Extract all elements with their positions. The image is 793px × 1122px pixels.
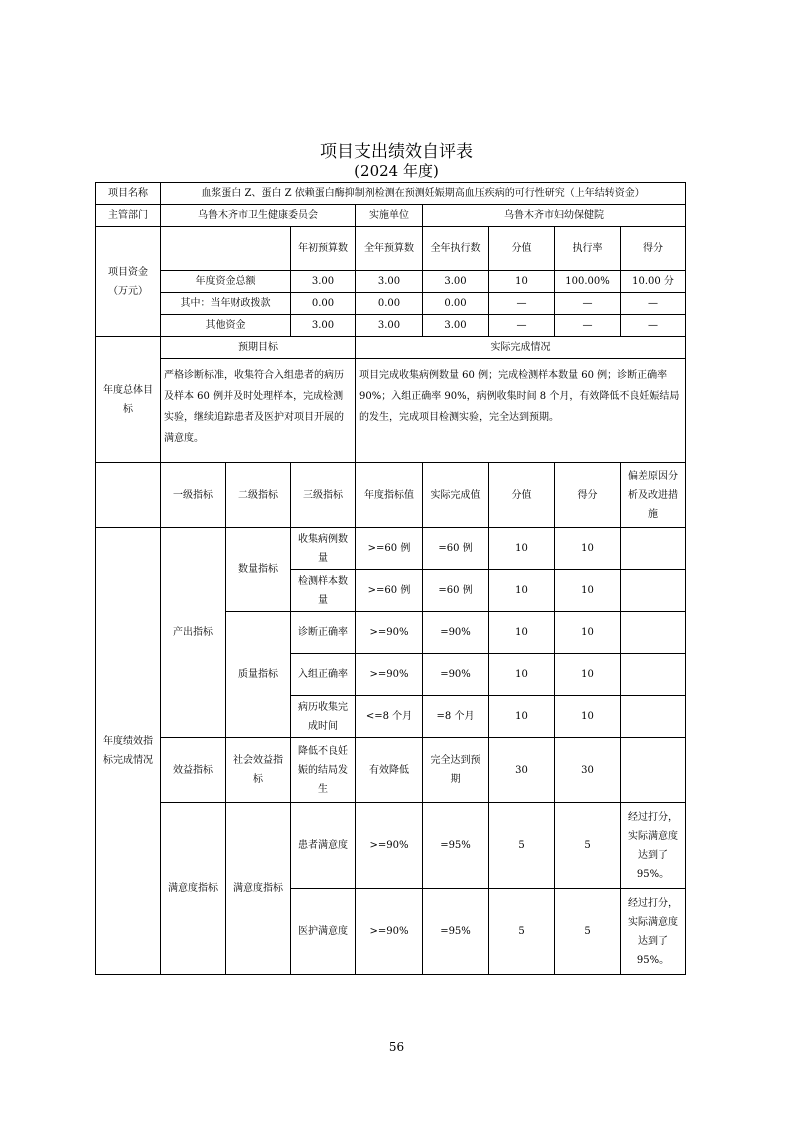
got-value: 10: [555, 612, 621, 654]
target-value: >=90%: [356, 803, 423, 889]
level3-indicator: 检测样本数量: [291, 570, 356, 612]
funds-cell: —: [621, 315, 686, 337]
note-value: [621, 528, 686, 570]
level2-quality: 质量指标: [226, 612, 291, 738]
got-value: 10: [555, 570, 621, 612]
unit-label: 实施单位: [356, 205, 423, 227]
actual-value: =60 例: [423, 570, 489, 612]
funds-header: 年初预算数: [291, 227, 356, 271]
note-value: [621, 654, 686, 696]
actual-value: =90%: [423, 654, 489, 696]
page-number: 56: [388, 1040, 405, 1054]
indicator-header: 年度指标值: [356, 463, 423, 528]
indicators-label: 年度绩效指标完成情况: [96, 528, 161, 975]
funds-cell: —: [621, 293, 686, 315]
target-value: >=90%: [356, 612, 423, 654]
dept-label: 主管部门: [96, 205, 161, 227]
unit-value: 乌鲁木齐市妇幼保健院: [423, 205, 686, 227]
level2-quantity: 数量指标: [226, 528, 291, 612]
funds-cell: —: [555, 293, 621, 315]
funds-cell: —: [489, 315, 555, 337]
funds-cell: 0.00: [356, 293, 423, 315]
level3-indicator: 病历收集完成时间: [291, 696, 356, 738]
funds-header: 得分: [621, 227, 686, 271]
target-value: 有效降低: [356, 738, 423, 803]
funds-header: 全年执行数: [423, 227, 489, 271]
funds-cell: —: [489, 293, 555, 315]
project-name-label: 项目名称: [96, 183, 161, 205]
level3-indicator: 诊断正确率: [291, 612, 356, 654]
level2-social: 社会效益指标: [226, 738, 291, 803]
funds-row-name: 其他资金: [161, 315, 291, 337]
funds-header: 全年预算数: [356, 227, 423, 271]
score-value: 10: [489, 654, 555, 696]
funds-row-name: 其中：当年财政拨款: [161, 293, 291, 315]
funds-header-blank: [161, 227, 291, 271]
funds-cell: 10: [489, 271, 555, 293]
level3-indicator: 患者满意度: [291, 803, 356, 889]
got-value: 10: [555, 654, 621, 696]
level2-satisfaction: 满意度指标: [226, 803, 291, 975]
score-value: 10: [489, 570, 555, 612]
funds-row-name: 年度资金总额: [161, 271, 291, 293]
actual-value: =90%: [423, 612, 489, 654]
performance-table: [95, 182, 686, 975]
level1-satisfaction: 满意度指标: [161, 803, 226, 975]
indicator-header: 一级指标: [161, 463, 226, 528]
level1-output: 产出指标: [161, 528, 226, 738]
indicator-header: 偏差原因分析及改进措施: [621, 463, 686, 528]
level3-indicator: 入组正确率: [291, 654, 356, 696]
funds-header: 分值: [489, 227, 555, 271]
level3-indicator: 医护满意度: [291, 889, 356, 975]
target-value: >=60 例: [356, 528, 423, 570]
got-value: 10: [555, 528, 621, 570]
got-value: 5: [555, 889, 621, 975]
expected-text: 严格诊断标准，收集符合入组患者的病历及样本 60 例并及时处理样本，完成检测实验，继续追踪患者及医护对项目开展的满意度。: [161, 359, 356, 463]
goals-label: 年度总体目标: [96, 337, 161, 463]
score-value: 10: [489, 528, 555, 570]
actual-header: 实际完成情况: [356, 337, 686, 359]
indicator-header: 二级指标: [226, 463, 291, 528]
target-value: <=8 个月: [356, 696, 423, 738]
actual-value: =8 个月: [423, 696, 489, 738]
funds-cell: 10.00 分: [621, 271, 686, 293]
actual-value: =95%: [423, 803, 489, 889]
actual-value: =60 例: [423, 528, 489, 570]
got-value: 5: [555, 803, 621, 889]
funds-cell: 3.00: [291, 271, 356, 293]
expected-header: 预期目标: [161, 337, 356, 359]
score-value: 5: [489, 803, 555, 889]
indicator-header: 实际完成值: [423, 463, 489, 528]
funds-cell: —: [555, 315, 621, 337]
funds-cell: 0.00: [291, 293, 356, 315]
funds-cell: 3.00: [423, 315, 489, 337]
actual-text: 项目完成收集病例数量 60 例；完成检测样本数量 60 例；诊断正确率 90%；入组正确率 90%，病例收集时间 8 个月，有效降低不良妊娠结局的发生，完成项目检测实验，完全达到预期。: [356, 359, 686, 463]
level3-indicator: 降低不良妊娠的结局发生: [291, 738, 356, 803]
page-subtitle: (2024 年度): [354, 162, 439, 180]
indicator-header: 三级指标: [291, 463, 356, 528]
funds-label: 项目资金（万元）: [96, 227, 161, 337]
score-value: 5: [489, 889, 555, 975]
note-value: [621, 612, 686, 654]
target-value: >=90%: [356, 889, 423, 975]
funds-cell: 3.00: [291, 315, 356, 337]
dept-value: 乌鲁木齐市卫生健康委员会: [161, 205, 356, 227]
got-value: 10: [555, 696, 621, 738]
level1-benefit: 效益指标: [161, 738, 226, 803]
project-name-value: 血浆蛋白 Z、蛋白 Z 依赖蛋白酶抑制剂检测在预测妊娠期高血压疾病的可行性研究（上年结转资金）: [161, 183, 686, 205]
note-value: [621, 738, 686, 803]
level3-indicator: 收集病例数量: [291, 528, 356, 570]
indicator-header: 分值: [489, 463, 555, 528]
note-value: 经过打分，实际满意度达到了 95%。: [621, 889, 686, 975]
funds-header: 执行率: [555, 227, 621, 271]
target-value: >=60 例: [356, 570, 423, 612]
target-value: >=90%: [356, 654, 423, 696]
note-value: [621, 570, 686, 612]
got-value: 30: [555, 738, 621, 803]
funds-cell: 0.00: [423, 293, 489, 315]
funds-cell: 100.00%: [555, 271, 621, 293]
actual-value: =95%: [423, 889, 489, 975]
note-value: 经过打分，实际满意度达到了 95%。: [621, 803, 686, 889]
page-title: 项目支出绩效自评表: [320, 142, 473, 162]
actual-value: 完全达到预期: [423, 738, 489, 803]
score-value: 30: [489, 738, 555, 803]
score-value: 10: [489, 612, 555, 654]
funds-cell: 3.00: [356, 315, 423, 337]
note-value: [621, 696, 686, 738]
score-value: 10: [489, 696, 555, 738]
indicator-header-blank: [96, 463, 161, 528]
funds-cell: 3.00: [423, 271, 489, 293]
funds-cell: 3.00: [356, 271, 423, 293]
indicator-header: 得分: [555, 463, 621, 528]
